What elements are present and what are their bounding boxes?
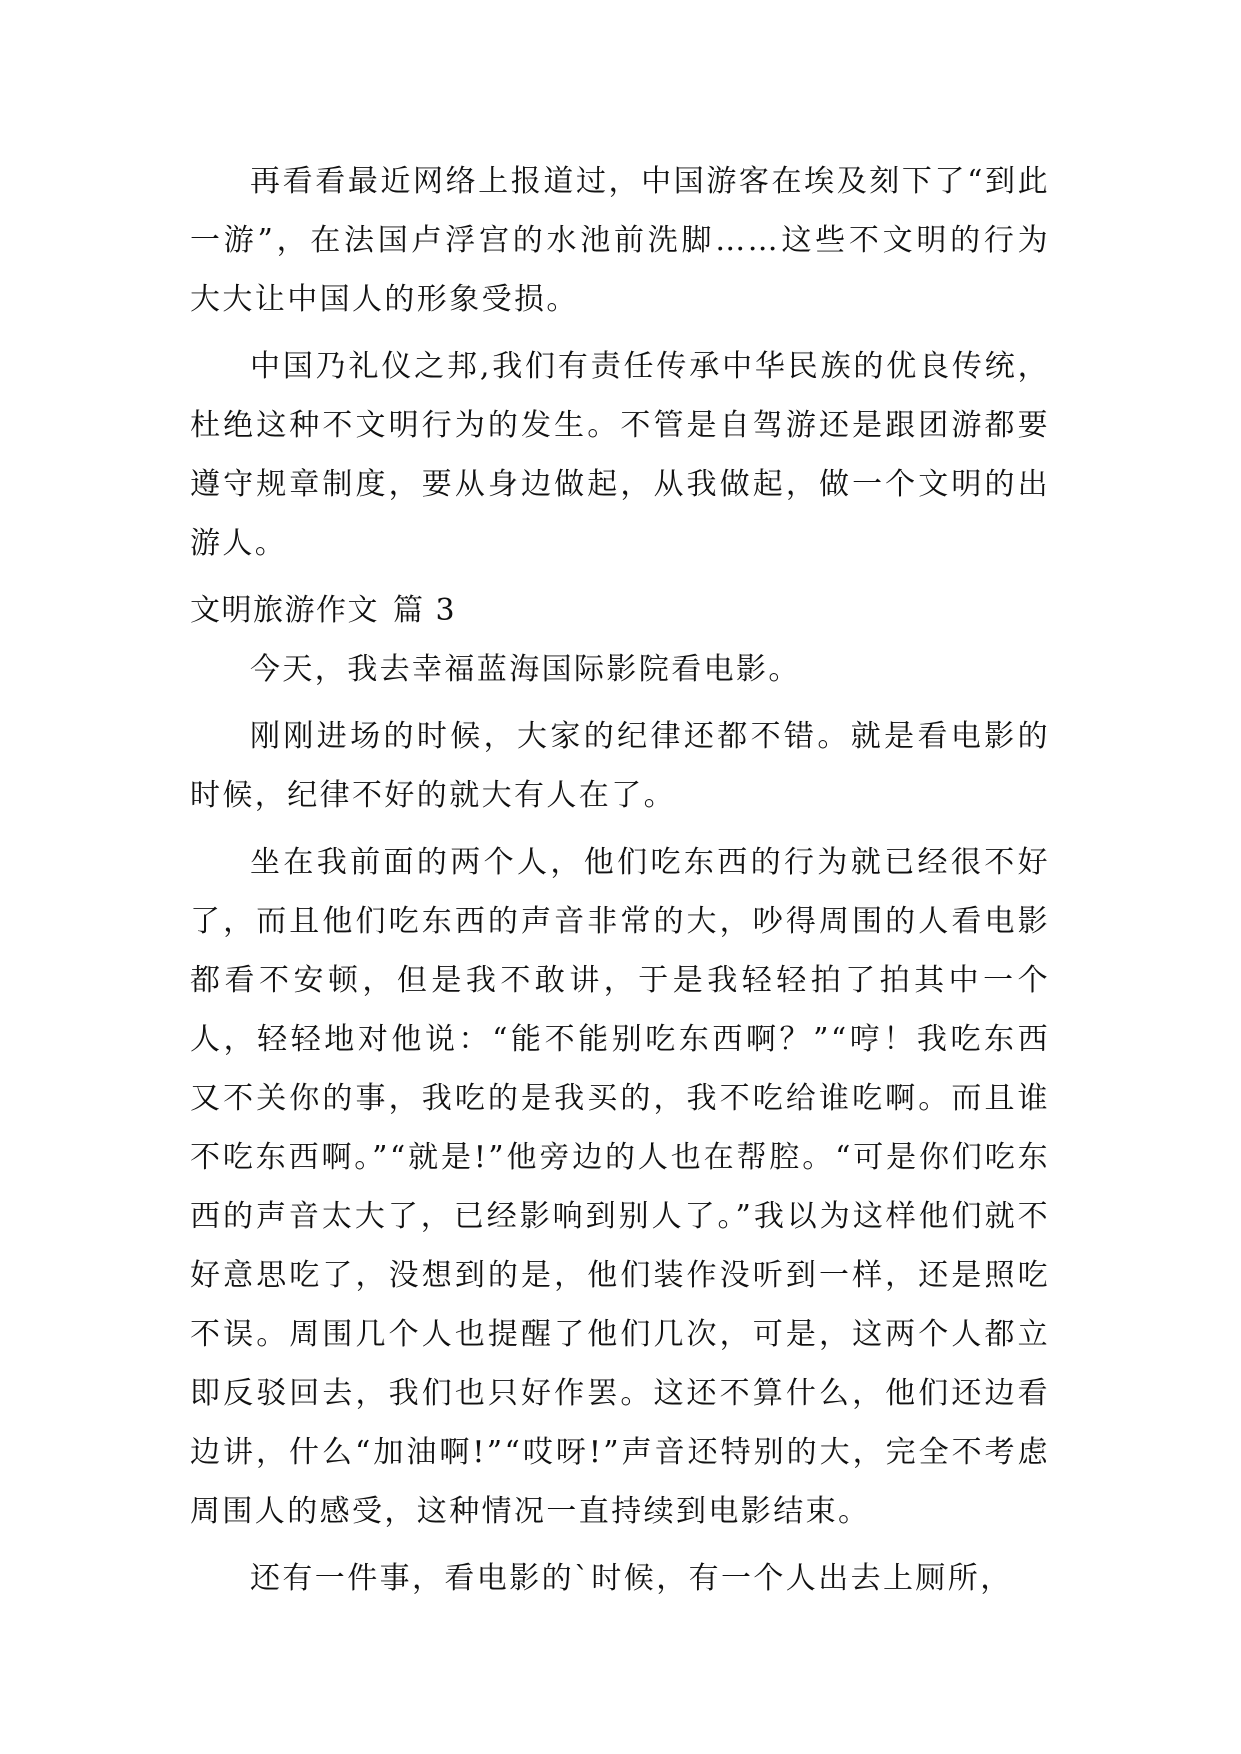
paragraph: 再看看最近网络上报道过，中国游客在埃及刻下了“到此一游”，在法国卢浮宫的水池前洗脚……这些不文明的行为大大让中国人的形象受损。 (190, 164, 1050, 317)
paragraph: 坐在我前面的两个人，他们吃东西的行为就已经很不好了，而且他们吃东西的声音非常的大，吵得周围的人看电影都看不安顿，但是我不敢讲，于是我轻轻拍了拍其中一个人，轻轻地对他说：“能不能别吃东西啊？”“哼！我吃东西又不关你的事，我吃的是我买的，我不吃给谁吃啊。而且谁不吃东西啊。”“就是!”他旁边的人也在帮腔。“可是你们吃东西的声音太大了，已经影响到别人了。”我以为这样他们就不好意思吃了，没想到的是，他们装作没听到一样，还是照吃不误。周围几个人也提醒了他们几次，可是，这两个人都立即反驳回去，我们也只好作罢。这还不算什么，他们还边看边讲，什么“加油啊!”“哎呀!”声音还特别的大，完全不考虑周围人的感受，这种情况一直持续到电影结束。 (190, 845, 1050, 1529)
paragraph: 中国乃礼仪之邦,我们有责任传承中华民族的优良传统，杜绝这种不文明行为的发生。不管是自驾游还是跟团游都要遵守规章制度，要从身边做起，从我做起，做一个文明的出游人。 (190, 349, 1050, 561)
section-title: 文明旅游作文 (190, 593, 379, 628)
document-body (190, 152, 1050, 1616)
section-number: 篇 3 (393, 593, 457, 628)
section-heading (190, 581, 1050, 640)
paragraph: 刚刚进场的时候，大家的纪律还都不错。就是看电影的时候，纪律不好的就大有人在了。 (190, 719, 1050, 813)
paragraph: 今天，我去幸福蓝海国际影院看电影。 (250, 652, 801, 687)
paragraph: 还有一件事，看电影的`时候，有一个人出去上厕所， (250, 1561, 1013, 1596)
